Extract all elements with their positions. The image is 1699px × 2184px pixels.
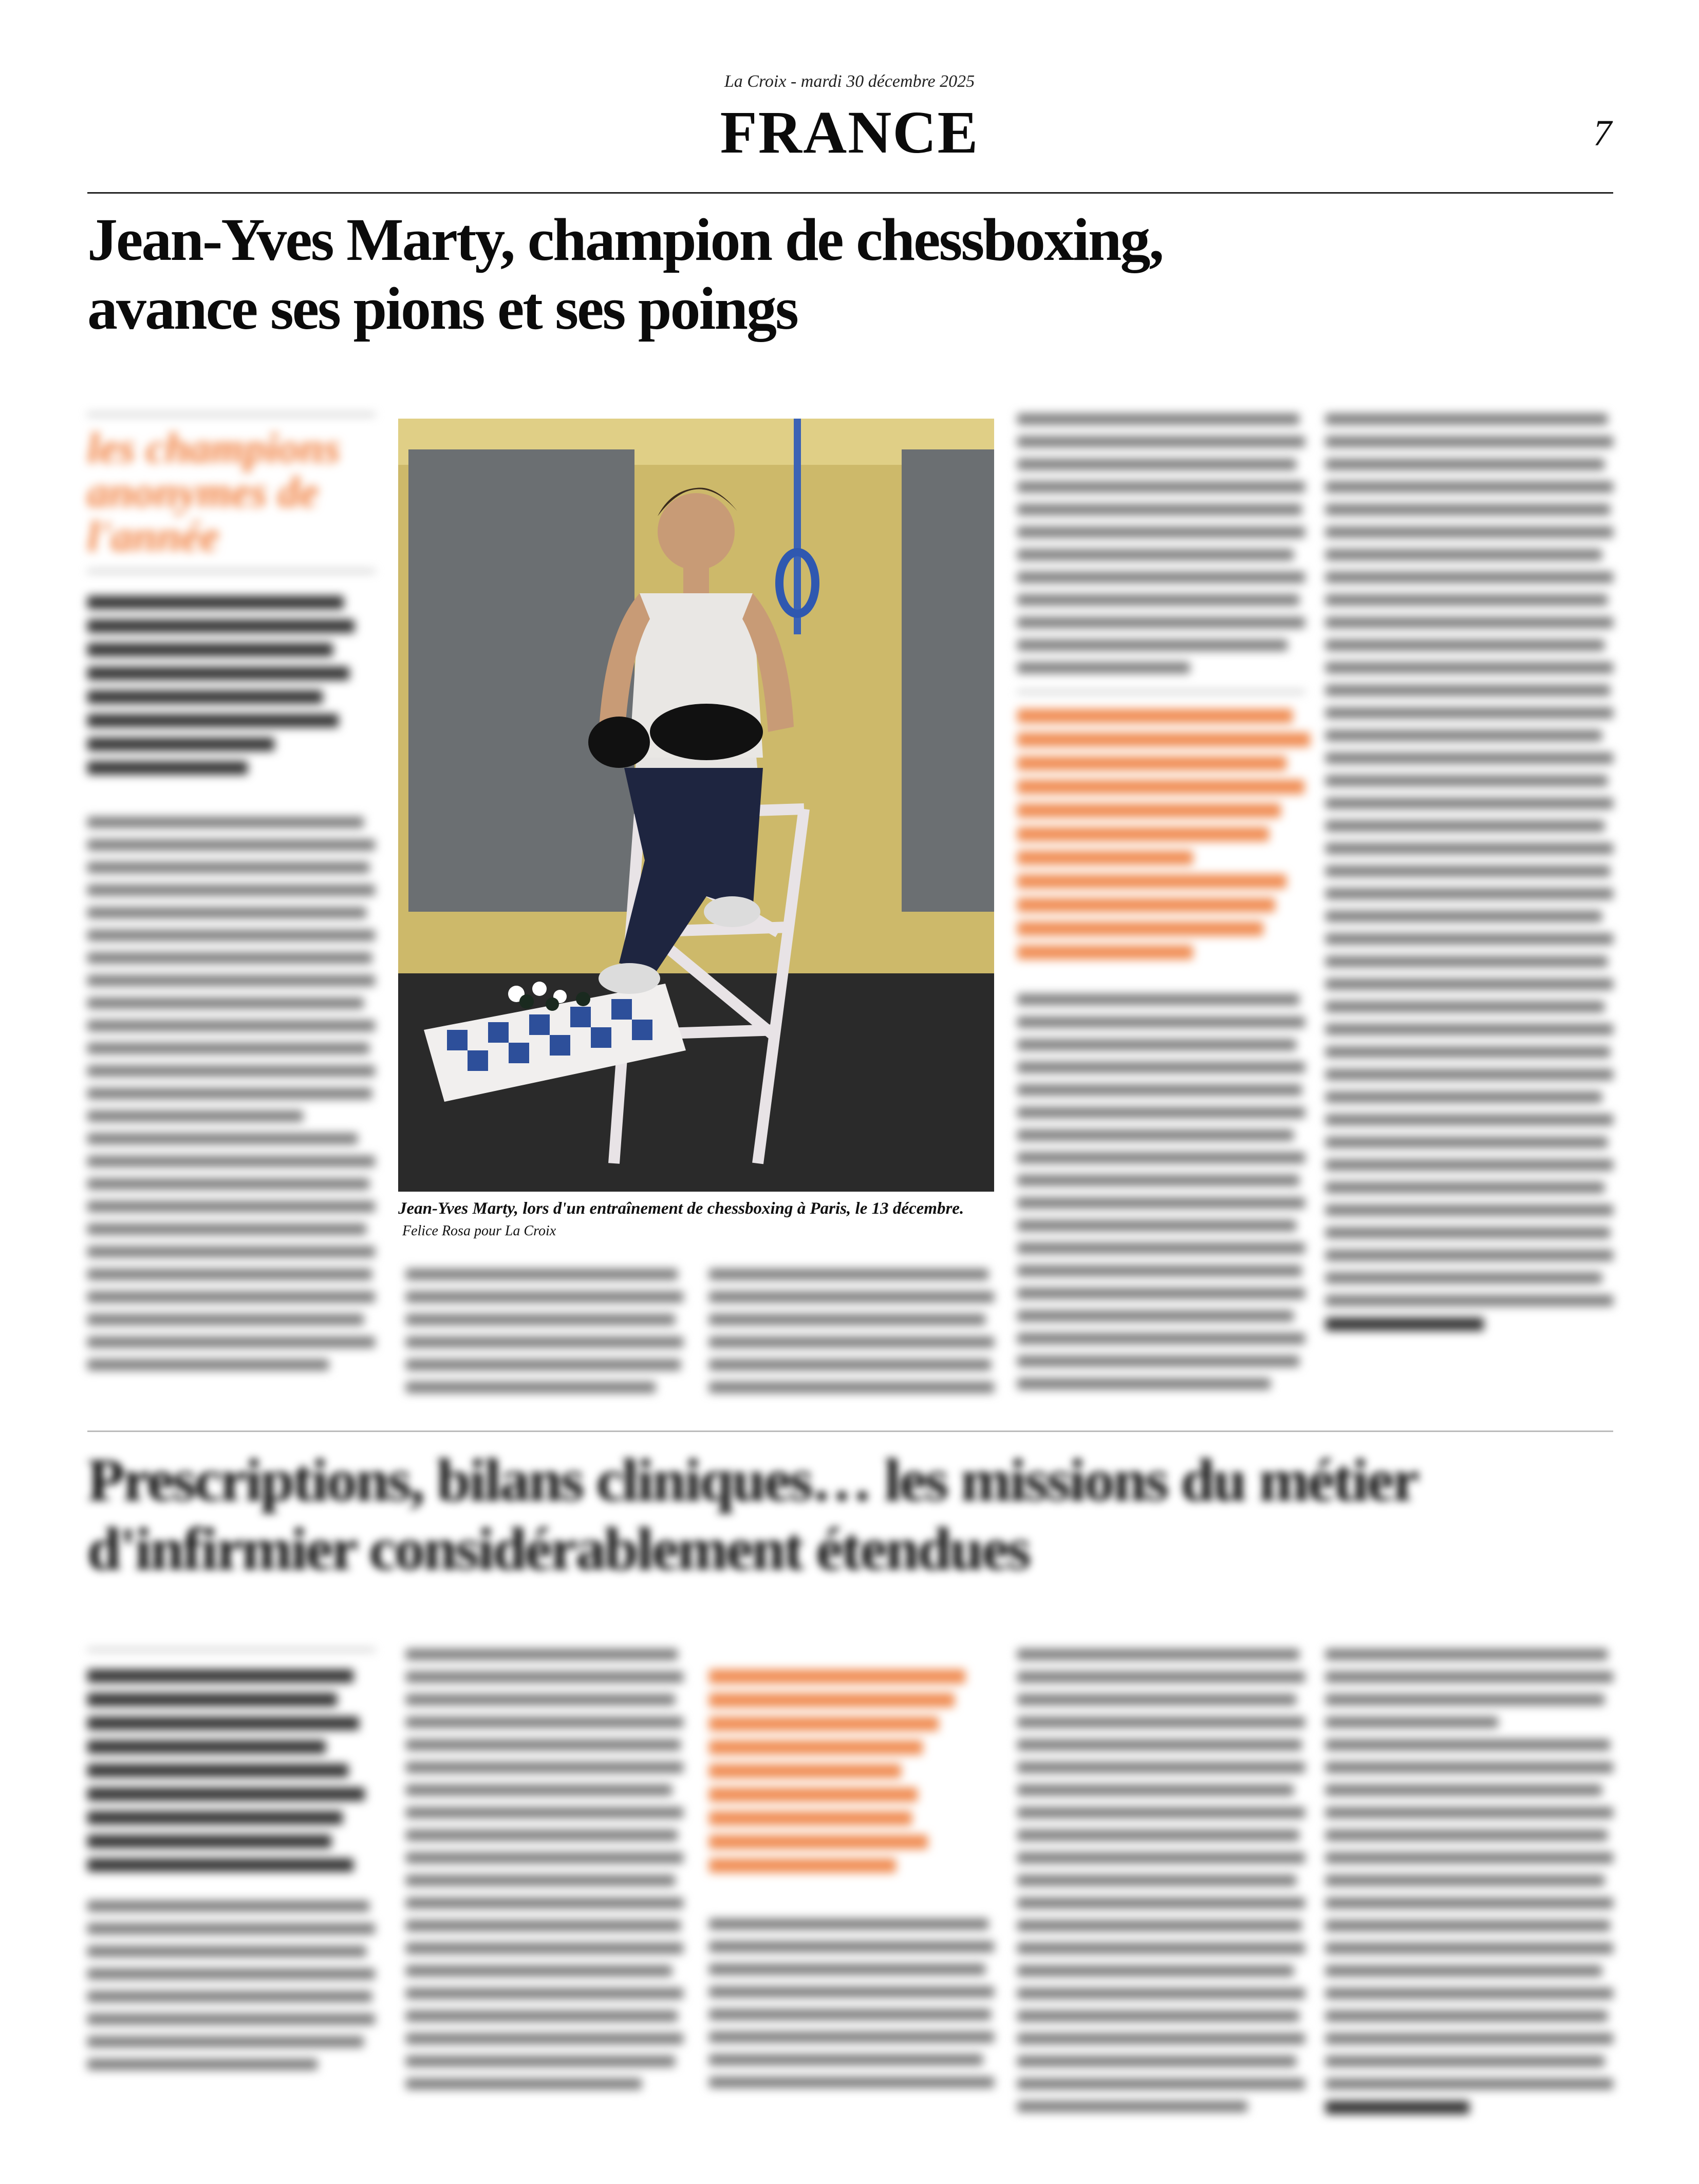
header-date-line: La Croix - mardi 30 décembre 2025: [724, 72, 975, 91]
headline-line-2: avance ses pions et ses poings: [87, 275, 797, 342]
caption-text: Jean-Yves Marty, lors d'un entraînement de chessboxing à Paris, le 13 décembre.: [398, 1199, 964, 1218]
rubric-bottom-rule: [87, 570, 375, 572]
headline-line-1: Jean-Yves Marty, champion de chessboxing,: [87, 206, 1163, 273]
chessboxer-photo-illustration: [398, 419, 994, 1192]
article-body-column-4-bottom: [1017, 994, 1305, 1401]
photo-caption: [398, 1198, 994, 1242]
article2-body-column-3: [709, 1918, 994, 2099]
article-body-column-2: [406, 1269, 683, 1404]
article-lead: [87, 596, 354, 785]
top-divider: [87, 192, 1613, 194]
article2-pull-quote: [709, 1669, 976, 1882]
rubric-top-rule: [87, 413, 375, 416]
article2-body-column-5: [1325, 1649, 1613, 2124]
article-body-column-1: [87, 817, 375, 1382]
article-photo: [398, 419, 994, 1192]
headline2-line-1: Prescriptions, bilans cliniques… les missions du métier: [87, 1446, 1418, 1514]
photo-credit: Felice Rosa pour La Croix: [402, 1223, 556, 1239]
article2-body-column-4: [1017, 1649, 1305, 2123]
article2-lead: [87, 1669, 365, 1882]
article2-body-column-1: [87, 1900, 375, 2081]
article-divider: [87, 1430, 1613, 1432]
article-body-column-4-top: [1017, 413, 1305, 685]
article2-rule: [87, 1649, 375, 1651]
section-title: FRANCE: [720, 99, 979, 166]
article-body-column-5: [1325, 413, 1613, 1341]
article-body-column-3: [709, 1269, 994, 1404]
article-headline: [87, 205, 1320, 343]
second-article-headline: [87, 1446, 1629, 1584]
rubric-label: les champions anonymes de l'année: [87, 424, 341, 560]
pull-quote: [1017, 709, 1310, 969]
article2-body-column-2: [406, 1649, 683, 2101]
page-number: 7: [1593, 112, 1612, 154]
headline2-line-2: d'infirmier considérablement étendues: [87, 1515, 1030, 1583]
pull-quote-rule: [1017, 691, 1305, 693]
